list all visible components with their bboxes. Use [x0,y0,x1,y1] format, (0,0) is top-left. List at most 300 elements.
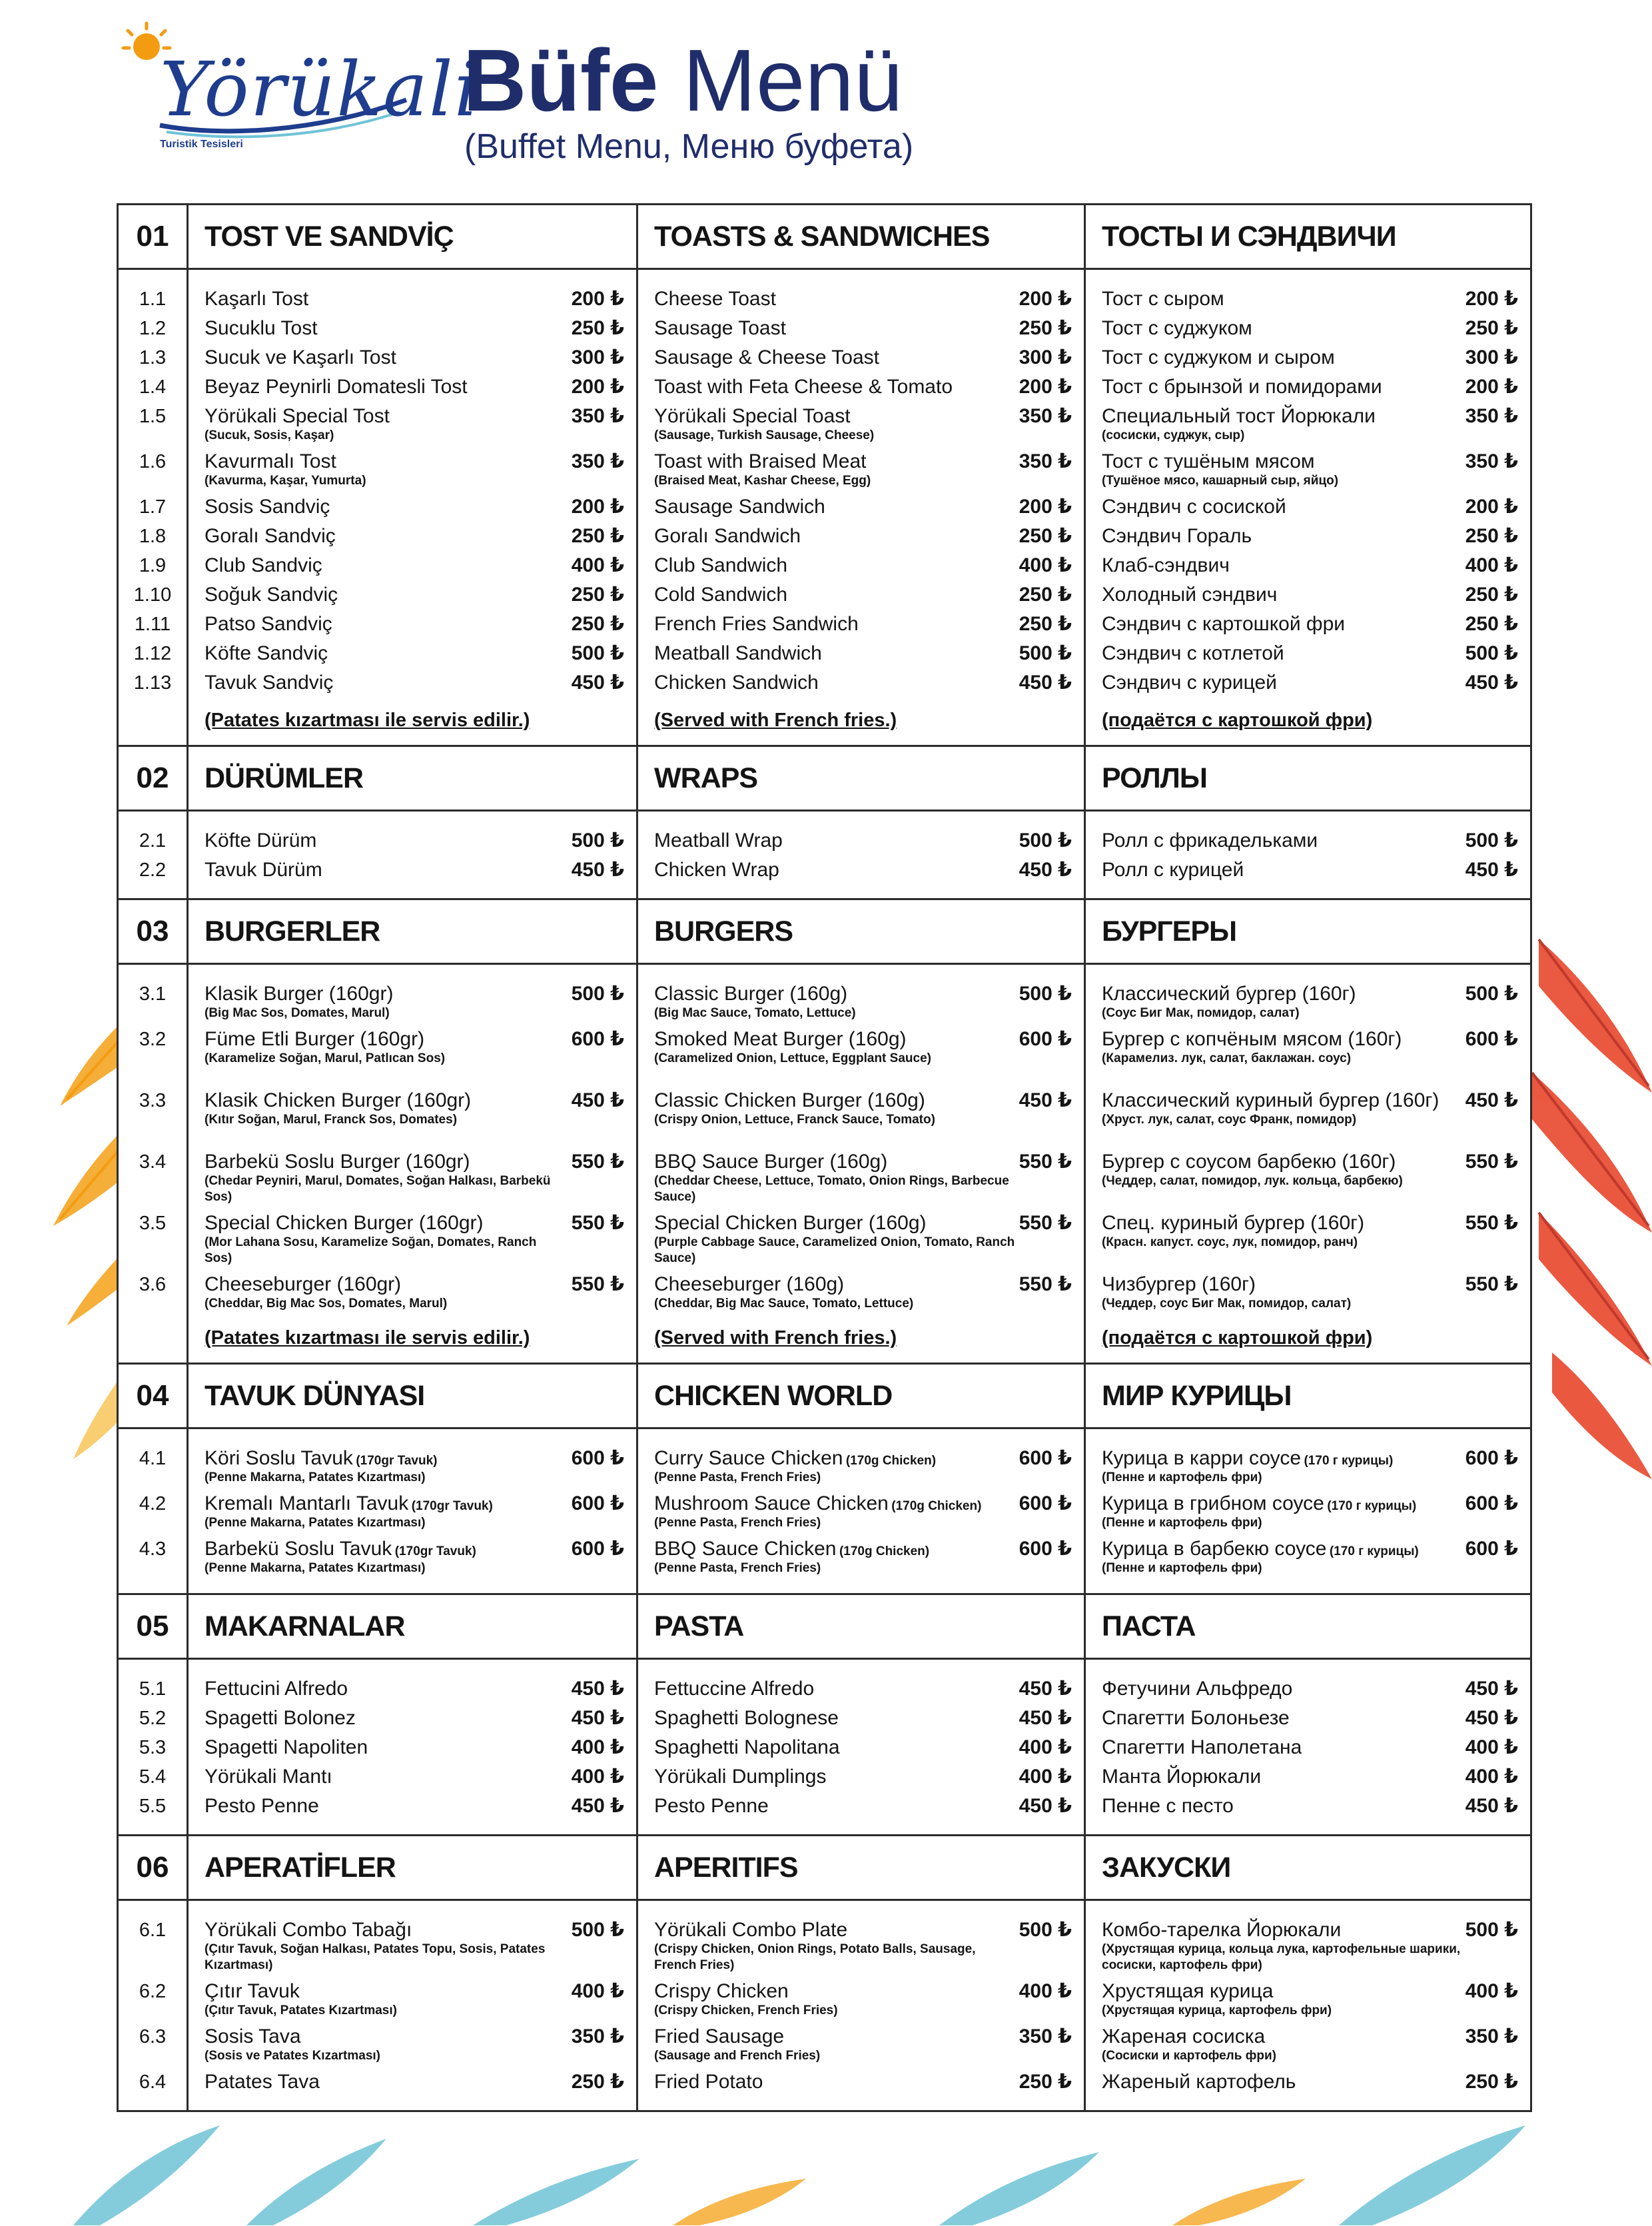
item-text [1102,1209,1364,1251]
title-bold: Büfe [463,31,659,129]
section-title-en: APERITIFS [637,1836,1085,1900]
item-weight: (170gr Tavuk) [394,1544,476,1558]
menu-item [1086,1916,1530,1977]
item-price: 250 ₺ [1019,525,1072,547]
menu-item [1086,668,1530,698]
item-number: 4.3 [139,1538,167,1560]
item-price: 350 ₺ [1019,450,1072,472]
menu-item [1086,402,1530,447]
item-price: 250 ₺ [571,613,624,635]
menu-item [638,1025,1084,1086]
item-numbers [118,269,188,746]
item-text [654,551,787,580]
section-number: 01 [118,205,188,269]
item-price: 550 ₺ [1465,1212,1518,1234]
item-number: 3.2 [139,1029,167,1050]
item-text [205,1086,471,1128]
item-text [654,1489,981,1531]
menu-item [638,1792,1084,1821]
menu-item [638,1086,1084,1147]
served-with-note: (Served with French fries.) [654,710,897,731]
menu-item [1086,826,1530,855]
item-name: Тост с суджуком и сыром [1102,346,1335,368]
item-weight: (170g Chicken) [845,1454,937,1468]
served-with-note: (Patates kızartması ile servis edilir.) [205,1327,530,1349]
item-text [654,1147,1015,1205]
item-text [654,1704,839,1733]
item-price: 450 ₺ [571,1678,624,1700]
menu-item [189,639,636,668]
item-number: 4.1 [139,1448,167,1469]
item-price: 400 ₺ [571,1766,624,1788]
item-text [654,1209,1015,1267]
item-description: (Penne Pasta, French Fries) [654,1470,821,1484]
item-text [1102,492,1286,522]
item-description: (Красн. капуст. соус, лук, помидор, ранч) [1102,1235,1358,1249]
item-description: (Penne Pasta, French Fries) [654,1561,821,1575]
item-text [654,492,825,522]
item-text [654,1534,929,1576]
item-name: Тост с сыром [1102,288,1224,310]
section-items [118,269,1531,746]
menu-item [638,447,1084,492]
item-text [654,855,779,885]
leaf-decoration-bottom [73,2119,1579,2226]
item-price: 250 ₺ [1019,317,1072,339]
item-number: 1.12 [133,643,172,664]
item-price: 200 ₺ [1465,376,1518,398]
items-column-ru [1085,1659,1531,1836]
items-column-tr [188,811,637,899]
item-name: Клаб-сэндвич [1102,554,1230,576]
item-text [654,979,856,1021]
item-name: Smoked Meat Burger (160g) [654,1028,907,1050]
item-description: (Kavurma, Kaşar, Yumurta) [205,474,366,488]
item-price: 450 ₺ [1465,672,1518,694]
item-price: 450 ₺ [1019,1707,1072,1729]
item-description: (Purple Cabbage Sauce, Caramelized Onion, Tomato, Ranch Sauce) [654,1235,1015,1265]
item-text [654,1270,913,1312]
item-price: 600 ₺ [571,1447,624,1469]
item-text [205,1444,437,1486]
item-number: 2.1 [139,830,167,851]
menu-item [1086,2067,1530,2097]
item-text [1102,639,1284,668]
items-column-en [637,964,1085,1364]
item-text [1102,551,1230,580]
item-weight: (170 г курицы) [1304,1454,1394,1468]
item-name: Sausage Sandwich [654,496,825,518]
yorukali-logo [113,20,480,153]
item-price: 450 ₺ [1465,1795,1518,1817]
item-number: 3.3 [139,1090,167,1111]
menu-item [1086,1147,1530,1209]
menu-item [638,492,1084,522]
item-price: 450 ₺ [1019,1678,1072,1700]
item-name: Sucuklu Tost [205,317,318,339]
item-description: (Пенне и картофель фри) [1102,1561,1262,1575]
item-price: 250 ₺ [571,2071,624,2093]
item-price: 500 ₺ [1019,1919,1072,1941]
item-price: 450 ₺ [571,672,624,694]
item-number: 1.9 [139,555,167,576]
item-name: Комбо-тарелка Йорюкали [1102,1919,1342,1941]
item-text [205,1977,397,2019]
item-price: 500 ₺ [1465,1919,1518,1941]
item-price: 600 ₺ [1465,1538,1518,1560]
item-description: (Пенне и картофель фри) [1102,1516,1262,1530]
item-text [1102,1025,1402,1067]
menu-item [1086,343,1530,372]
menu-item [638,855,1084,885]
menu-item [1086,610,1530,639]
item-name: Sausage & Cheese Toast [654,346,880,368]
menu-item [189,1674,636,1704]
item-weight: (170gr Tavuk) [411,1499,493,1513]
item-description: (Sucuk, Sosis, Kaşar) [205,428,334,442]
item-name: Ролл с фрикадельками [1102,830,1318,851]
item-weight: (170 г курицы) [1329,1544,1419,1558]
item-price: 450 ₺ [1465,1707,1518,1729]
menu-item [638,2022,1084,2067]
item-name: Curry Sauce Chicken [654,1447,843,1469]
item-name: Курица в карри соусе [1102,1447,1302,1469]
item-name: Toast with Braised Meat [654,450,867,472]
menu-item [638,1147,1084,1209]
item-text [1102,372,1382,402]
item-text [654,522,801,551]
item-price: 500 ₺ [571,983,624,1005]
item-name: Köfte Sandviç [205,642,328,664]
item-name: Жареный картофель [1102,2071,1296,2093]
section-header [118,1836,1531,1900]
menu-item [1086,1025,1530,1086]
section-number: 03 [118,899,188,964]
item-name: Сэндвич Гораль [1102,525,1252,547]
item-name: Meatball Wrap [654,830,783,851]
item-name: Special Chicken Burger (160gr) [205,1212,484,1234]
title-rest: Menü [658,31,903,129]
item-price: 450 ₺ [1019,1795,1072,1817]
item-price: 600 ₺ [1465,1447,1518,1469]
item-price: 550 ₺ [571,1212,624,1234]
item-name: Chicken Sandwich [654,672,819,694]
menu-item [189,1977,636,2022]
item-name: Fettuccine Alfredo [654,1678,815,1700]
menu-item [1086,372,1530,402]
section-title-en: WRAPS [637,746,1085,811]
menu-item [1086,1733,1530,1762]
item-description: (Braised Meat, Kashar Cheese, Egg) [654,474,871,488]
menu-item [638,1762,1084,1792]
section-title-tr: MAKARNALAR [188,1594,637,1659]
item-number: 1.13 [133,672,172,694]
item-name: Cold Sandwich [654,584,788,606]
item-number: 2.2 [139,859,167,881]
item-text [205,610,332,639]
item-name: Тост с суджуком [1102,317,1252,339]
item-price: 500 ₺ [1019,642,1072,664]
section-number: 06 [118,1836,188,1900]
item-text [1102,580,1277,610]
menu-item [189,1916,636,1977]
item-name: Бургер с копчёным мясом (160г) [1102,1028,1402,1050]
item-name: Chicken Wrap [654,859,779,881]
item-price: 500 ₺ [571,642,624,664]
item-price: 300 ₺ [1465,346,1518,368]
item-price: 500 ₺ [1465,642,1518,664]
item-price: 450 ₺ [1465,1089,1518,1111]
item-number: 1.4 [139,376,167,398]
item-text [205,1916,568,1973]
served-with-note: (подаётся с картошкой фри) [1102,1327,1373,1349]
item-text [1102,2022,1276,2064]
menu-item [638,668,1084,698]
menu-item [189,1209,636,1270]
items-column-tr [188,1428,637,1594]
item-text [1102,1534,1419,1576]
section-header [118,205,1531,269]
item-price: 600 ₺ [1465,1492,1518,1514]
menu-item [189,1489,636,1534]
item-numbers [118,1659,188,1836]
item-name: Yörükali Combo Tabağı [205,1919,412,1941]
item-price: 500 ₺ [1019,983,1072,1005]
item-text [654,2067,763,2097]
item-price: 550 ₺ [1465,1151,1518,1173]
items-column-ru [1085,269,1531,746]
item-name: Fried Sausage [654,2025,785,2047]
item-price: 400 ₺ [1019,1736,1072,1758]
item-price: 200 ₺ [571,288,624,310]
served-with-note: (Served with French fries.) [654,1327,897,1349]
item-text [205,639,328,668]
served-with-note: (подаётся с картошкой фри) [1102,710,1373,731]
item-name: Patates Tava [205,2071,320,2093]
menu-item [1086,492,1530,522]
menu-item [189,1270,636,1315]
item-price: 450 ₺ [1019,1089,1072,1111]
item-weight: (170g Chicken) [891,1499,982,1513]
menu-item [189,447,636,492]
item-name: Sucuk ve Kaşarlı Tost [205,346,396,368]
menu-item [189,826,636,855]
menu-item [189,372,636,402]
item-text [205,492,330,522]
item-description: (Penne Makarna, Patates Kızartması) [205,1561,426,1575]
menu-item [638,1534,1084,1580]
item-text [1102,610,1345,639]
section-items [118,1900,1531,2111]
menu-item [189,343,636,372]
menu-item [638,580,1084,610]
item-name: Special Chicken Burger (160g) [654,1212,927,1234]
item-number: 4.2 [139,1493,167,1514]
item-text [654,1792,769,1821]
item-name: Сэндвич с курицей [1102,672,1277,694]
section-title-en: PASTA [637,1594,1085,1659]
item-price: 600 ₺ [571,1028,624,1050]
item-price: 200 ₺ [1465,288,1518,310]
item-name: Classic Chicken Burger (160g) [654,1089,925,1111]
item-text [205,580,338,610]
item-price: 200 ₺ [1019,288,1072,310]
item-text [1102,2067,1296,2097]
item-name: Курица в барбекю соусе [1102,1538,1327,1560]
item-name: Sausage Toast [654,317,786,339]
item-price: 250 ₺ [1019,584,1072,606]
item-text [1102,1489,1416,1531]
item-text [205,1733,368,1762]
item-price: 400 ₺ [1465,554,1518,576]
item-name: Klasik Burger (160gr) [205,983,394,1005]
item-text [654,402,874,444]
item-text [654,668,819,698]
item-price: 250 ₺ [1019,2071,1072,2093]
item-price: 200 ₺ [1465,496,1518,518]
item-text [1102,979,1356,1021]
item-text [1102,1674,1292,1704]
section-title-ru: РОЛЛЫ [1085,746,1531,811]
item-description: (Crispy Chicken, French Fries) [654,2003,838,2017]
item-price: 250 ₺ [571,525,624,547]
menu-item [638,979,1084,1025]
items-column-tr [188,1659,637,1836]
menu-item [189,1086,636,1147]
menu-item [638,284,1084,314]
section-items [118,811,1531,899]
menu-item [1086,1209,1530,1270]
section-title-ru: БУРГЕРЫ [1085,899,1531,964]
item-description: (сосиски, суджук, сыр) [1102,428,1245,442]
menu-item [189,610,636,639]
item-text [205,284,308,314]
item-text [1102,1733,1302,1762]
menu-item [638,1733,1084,1762]
item-text [1102,284,1224,314]
section-title-ru: МИР КУРИЦЫ [1085,1364,1531,1428]
menu-item [189,979,636,1025]
item-text [1102,1916,1461,1973]
item-description: (Тушёное мясо, кашарный сыр, яйцо) [1102,474,1339,488]
item-name: BBQ Sauce Chicken [654,1538,837,1560]
item-description: (Çıtır Tavuk, Patates Kızartması) [205,2003,397,2017]
menu-item [189,855,636,885]
page-subtitle: (Buffet Menu, Меню буфета) [464,127,914,166]
item-price: 550 ₺ [571,1151,624,1173]
item-text [654,447,871,489]
item-name: Spagetti Bolonez [205,1707,356,1729]
item-name: Classic Burger (160g) [654,983,848,1005]
item-price: 400 ₺ [1019,554,1072,576]
item-number: 6.1 [139,1920,167,1941]
item-text [1102,402,1376,444]
item-text [205,826,316,855]
item-name: Sosis Sandviç [205,496,330,518]
item-number: 1.7 [139,496,167,518]
item-description: (Хрустящая курица, кольца лука, картофельные шарики, сосиски, картофель фри) [1102,1942,1461,1972]
menu-item [1086,1444,1530,1489]
item-price: 350 ₺ [1019,2025,1072,2047]
menu-item [189,284,636,314]
item-text [205,979,393,1021]
menu-item [1086,1270,1530,1315]
item-name: Pesto Penne [654,1795,769,1817]
item-description: (Penne Makarna, Patates Kızartması) [205,1516,426,1530]
item-price: 600 ₺ [571,1492,624,1514]
item-text [1102,314,1252,343]
menu-item [638,402,1084,447]
item-price: 350 ₺ [1465,450,1518,472]
item-price: 200 ₺ [571,496,624,518]
section-items [118,1659,1531,1836]
item-numbers [118,1428,188,1594]
item-name: Spagetti Napoliten [205,1736,368,1758]
menu-item [189,2067,636,2097]
item-name: BBQ Sauce Burger (160g) [654,1151,888,1173]
items-column-tr [188,269,637,746]
item-text [654,284,776,314]
item-name: Crispy Chicken [654,1980,789,2002]
item-number: 3.1 [139,983,167,1005]
menu-item [638,1270,1084,1315]
item-numbers [118,1900,188,2111]
item-description: (Penne Makarna, Patates Kızartması) [205,1470,426,1484]
item-price: 250 ₺ [1465,525,1518,547]
item-name: Yörükali Combo Plate [654,1919,848,1941]
item-text [1102,343,1335,372]
menu-body [118,205,1531,2111]
menu-item [638,2067,1084,2097]
menu-item [1086,1762,1530,1792]
item-number: 1.6 [139,451,167,472]
item-number: 6.2 [139,1981,167,2002]
item-name: Füme Etli Burger (160gr) [205,1028,425,1050]
item-name: Классический куриный бургер (160г) [1102,1089,1440,1111]
item-price: 450 ₺ [1465,1678,1518,1700]
menu-item [189,1534,636,1580]
section-header [118,746,1531,811]
item-price: 350 ₺ [1465,2025,1518,2047]
item-name: Köfte Dürüm [205,830,317,851]
item-text [654,314,786,343]
item-description: (Penne Pasta, French Fries) [654,1516,821,1530]
menu-item [189,1147,636,1209]
menu-item [1086,2022,1530,2067]
item-price: 450 ₺ [1019,859,1072,881]
item-numbers [118,811,188,899]
item-text [205,2067,320,2097]
item-price: 300 ₺ [1019,346,1072,368]
item-price: 250 ₺ [1465,2071,1518,2093]
menu-item [638,1977,1084,2022]
items-column-ru [1085,964,1531,1364]
item-price: 400 ₺ [571,1980,624,2002]
item-name: Fettucini Alfredo [205,1678,348,1700]
item-text [1102,1704,1290,1733]
item-weight: (170gr Tavuk) [356,1454,438,1468]
item-description: (Çıtır Tavuk, Soğan Halkası, Patates Topu, Sosis, Patates Kızartması) [205,1942,546,1972]
item-price: 400 ₺ [571,1736,624,1758]
item-name: Goralı Sandviç [205,525,336,547]
item-name: Meatball Sandwich [654,642,822,664]
item-description: (Big Mac Sauce, Tomato, Lettuce) [654,1006,856,1020]
item-text [1102,1444,1393,1486]
section-title-ru: ЗАКУСКИ [1085,1836,1531,1900]
item-price: 250 ₺ [1465,317,1518,339]
item-name: Beyaz Peynirli Domatesli Tost [205,376,468,398]
item-description: (Sausage, Turkish Sausage, Cheese) [654,428,875,442]
